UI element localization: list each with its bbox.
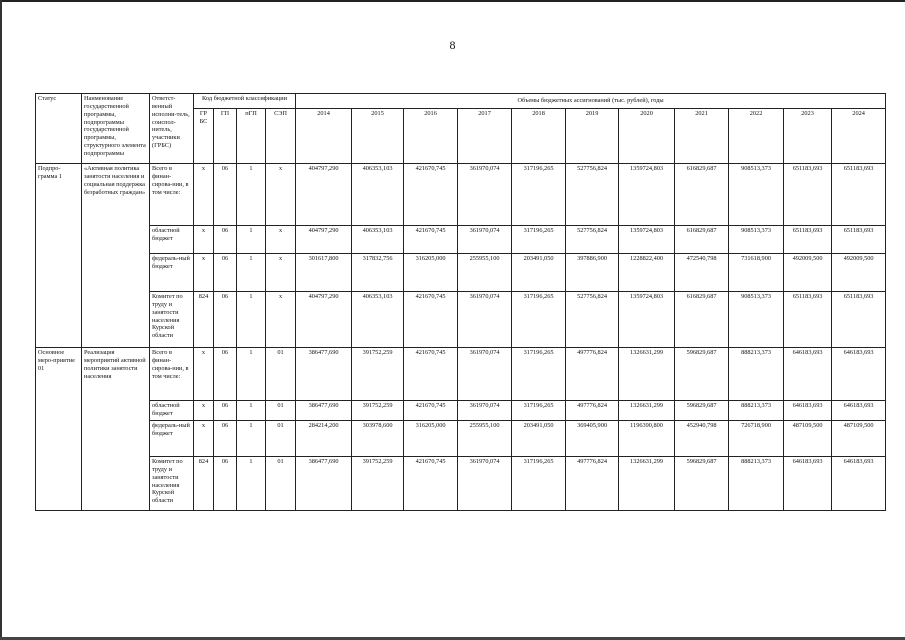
code-cell: 01 [266,401,296,421]
value-cell: 316205,000 [404,421,458,457]
value-cell: 1326631,299 [619,401,675,421]
value-cell: 397886,900 [566,254,619,292]
value-cell: 391752,259 [352,457,404,511]
code-cell: х [194,254,214,292]
header-year: 2019 [566,109,619,164]
value-cell: 203491,050 [512,421,566,457]
value-cell: 497776,824 [566,457,619,511]
row-executor: областной бюджет [150,401,194,421]
value-cell: 317196,265 [512,348,566,401]
page-number: 8 [449,38,456,52]
header-name: Наименование государственной программы, подпрограммы государственной программы, структурного элемента подпрограммы [82,94,150,164]
code-cell: 06 [214,401,237,421]
code-cell: 824 [194,457,214,511]
code-cell: 06 [214,421,237,457]
group-status: Основное меро-приятие 01 [36,348,82,511]
value-cell: 1196390,800 [619,421,675,457]
value-cell: 317832,756 [352,254,404,292]
code-cell: 1 [237,292,266,348]
value-cell: 317196,265 [512,292,566,348]
value-cell: 421670,745 [404,164,458,226]
header-year: 2020 [619,109,675,164]
value-cell: 497776,824 [566,401,619,421]
code-cell: 06 [214,457,237,511]
row-executor: федераль-ный бюджет [150,421,194,457]
value-cell: 1326631,299 [619,348,675,401]
value-cell: 1359724,803 [619,164,675,226]
value-cell: 908513,373 [729,226,784,254]
code-cell: 824 [194,292,214,348]
value-cell: 596829,687 [675,348,729,401]
value-cell: 421670,745 [404,457,458,511]
value-cell: 1228822,400 [619,254,675,292]
header-executor: Ответст-венный исполни-тель, соиспол-нитель, участники (ГРБС) [150,94,194,164]
value-cell: 404797,290 [296,226,352,254]
value-cell: 421670,745 [404,348,458,401]
code-cell: 1 [237,164,266,226]
table-row [36,348,886,401]
value-cell: 487109,500 [832,421,886,457]
value-cell: 646183,693 [784,401,832,421]
row-executor: федераль-ный бюджет [150,254,194,292]
value-cell: 391752,259 [352,401,404,421]
value-cell: 616829,687 [675,226,729,254]
value-cell: 317196,265 [512,226,566,254]
header-year: 2024 [832,109,886,164]
value-cell: 369405,900 [566,421,619,457]
value-cell: 888213,373 [729,457,784,511]
value-cell: 386477,690 [296,401,352,421]
value-cell: 908513,373 [729,292,784,348]
value-cell: 255955,100 [458,254,512,292]
header-year: 2017 [458,109,512,164]
value-cell: 391752,259 [352,348,404,401]
value-cell: 1359724,803 [619,292,675,348]
header-year: 2023 [784,109,832,164]
code-cell: 1 [237,421,266,457]
code-cell: 1 [237,401,266,421]
value-cell: 386477,690 [296,348,352,401]
value-cell: 404797,290 [296,292,352,348]
value-cell: 472540,798 [675,254,729,292]
value-cell: 731618,900 [729,254,784,292]
table-row [36,401,886,421]
row-executor: Всего в финан-сирова-нии, в том числе: [150,164,194,226]
code-cell: 06 [214,348,237,401]
value-cell: 492009,500 [832,254,886,292]
value-cell: 361970,074 [458,457,512,511]
value-cell: 497776,824 [566,348,619,401]
value-cell: 651183,693 [832,164,886,226]
group-name: «Активная политика занятости населения и социальная поддержка безработных граждан» [82,164,150,348]
code-cell: х [266,164,296,226]
value-cell: 255955,100 [458,421,512,457]
code-cell: х [194,348,214,401]
row-executor: Комитет по труду и занятости населения Курской области [150,457,194,511]
value-cell: 651183,693 [784,164,832,226]
header-code-gp: ГП [214,109,237,164]
budget-table [35,93,886,511]
code-cell: 1 [237,226,266,254]
code-cell: х [266,226,296,254]
code-cell: 1 [237,457,266,511]
value-cell: 888213,373 [729,348,784,401]
value-cell: 203491,050 [512,254,566,292]
header-volumes: Объемы бюджетных ассигнований (тыс. рублей), годы [296,94,886,109]
header-year: 2021 [675,109,729,164]
code-cell: 06 [214,164,237,226]
value-cell: 651183,693 [832,292,886,348]
value-cell: 1359724,803 [619,226,675,254]
code-cell: 06 [214,254,237,292]
group-status: Подпро-грамма 1 [36,164,82,348]
value-cell: 596829,687 [675,457,729,511]
value-cell: 651183,693 [832,226,886,254]
code-cell: 06 [214,226,237,254]
value-cell: 527756,824 [566,292,619,348]
value-cell: 888213,373 [729,401,784,421]
value-cell: 316205,000 [404,254,458,292]
value-cell: 1326631,299 [619,457,675,511]
code-cell: х [194,226,214,254]
table-row [36,457,886,511]
row-executor: Всего в финан-сирова-нии, в том числе: [150,348,194,401]
value-cell: 406353,103 [352,164,404,226]
value-cell: 421670,745 [404,401,458,421]
value-cell: 646183,693 [832,457,886,511]
table-row [36,226,886,254]
header-code-sep: СЭП [266,109,296,164]
value-cell: 726718,900 [729,421,784,457]
value-cell: 646183,693 [784,457,832,511]
code-cell: 01 [266,457,296,511]
header-year: 2016 [404,109,458,164]
value-cell: 527756,824 [566,226,619,254]
row-executor: областной бюджет [150,226,194,254]
header-row-1 [36,94,886,109]
table-row [36,421,886,457]
value-cell: 908513,373 [729,164,784,226]
group-name: Реализация мероприятий активной политики занятости населения [82,348,150,511]
value-cell: 492009,500 [784,254,832,292]
code-cell: 1 [237,348,266,401]
value-cell: 646183,693 [832,348,886,401]
header-code-grbs: ГР БС [194,109,214,164]
code-cell: х [194,164,214,226]
value-cell: 646183,693 [832,401,886,421]
value-cell: 317196,265 [512,457,566,511]
value-cell: 421670,745 [404,292,458,348]
header-budget-code: Код бюджетной классификации [194,94,296,109]
value-cell: 651183,693 [784,226,832,254]
value-cell: 421670,745 [404,226,458,254]
header-year: 2018 [512,109,566,164]
value-cell: 646183,693 [784,348,832,401]
code-cell: 01 [266,421,296,457]
value-cell: 651183,693 [784,292,832,348]
table-row [36,254,886,292]
value-cell: 452940,798 [675,421,729,457]
table-row [36,292,886,348]
value-cell: 487109,500 [784,421,832,457]
value-cell: 527756,824 [566,164,619,226]
value-cell: 301617,800 [296,254,352,292]
value-cell: 361970,074 [458,226,512,254]
value-cell: 404797,290 [296,164,352,226]
code-cell: х [194,421,214,457]
value-cell: 317196,265 [512,401,566,421]
value-cell: 386477,690 [296,457,352,511]
code-cell: 1 [237,254,266,292]
value-cell: 406353,103 [352,226,404,254]
value-cell: 616829,687 [675,164,729,226]
header-year: 2015 [352,109,404,164]
code-cell: х [266,254,296,292]
value-cell: 317196,265 [512,164,566,226]
value-cell: 303978,600 [352,421,404,457]
row-executor: Комитет по труду и занятости населения Курской области [150,292,194,348]
value-cell: 406353,103 [352,292,404,348]
value-cell: 284214,200 [296,421,352,457]
code-cell: 01 [266,348,296,401]
scan-left-edge [0,0,2,640]
code-cell: х [266,292,296,348]
value-cell: 616829,687 [675,292,729,348]
header-status: Статус [36,94,82,164]
value-cell: 596829,687 [675,401,729,421]
value-cell: 361970,074 [458,348,512,401]
value-cell: 361970,074 [458,292,512,348]
code-cell: х [194,401,214,421]
header-year: 2014 [296,109,352,164]
scan-top-edge [0,0,905,2]
header-year: 2022 [729,109,784,164]
value-cell: 361970,074 [458,164,512,226]
table-row [36,164,886,226]
value-cell: 361970,074 [458,401,512,421]
header-code-pgp: пГП [237,109,266,164]
code-cell: 06 [214,292,237,348]
